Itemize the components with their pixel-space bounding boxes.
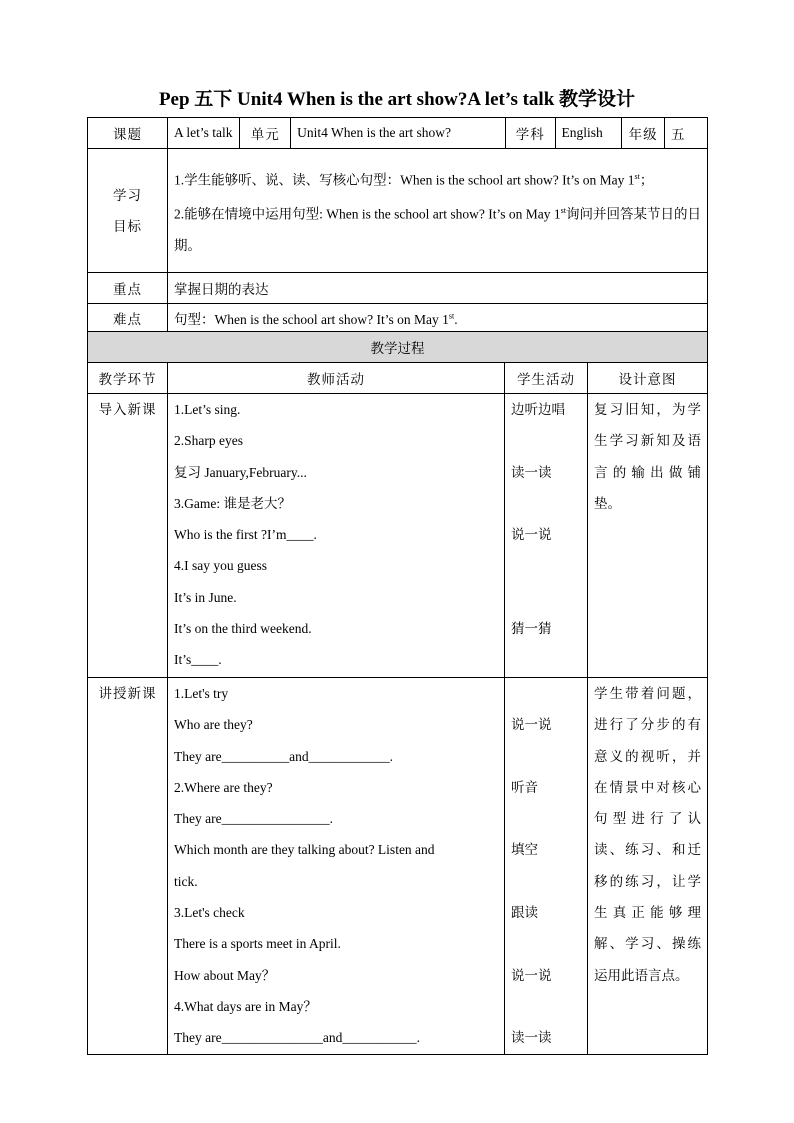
difficulty-end: . [454,311,458,327]
student-activity-line [511,866,581,897]
teacher-activity-line: Who is the first ?I’m____. [174,527,317,543]
student-activity-line [511,644,581,675]
teacher-activity-line: 2.Sharp eyes [174,433,243,449]
student-activity-line: 填空 [511,842,538,858]
section2-row [88,678,708,1055]
student-activity-line [511,550,581,581]
col-intent: 设计意图 [588,363,708,394]
student-activity-line [511,803,581,834]
goal-2-sup: st [560,206,566,215]
goals-row [88,149,708,273]
teacher-activity-line: 2.Where are they? [174,779,273,795]
teacher-activity-line: tick. [174,873,198,889]
student-activity-line [511,741,581,772]
student-activity-line [511,928,581,959]
key-point-label: 重点 [88,273,168,304]
grade-label: 年级 [622,118,665,148]
info-row [88,118,708,149]
unit-label: 单元 [240,118,291,148]
col-stage: 教学环节 [88,363,168,394]
process-heading: 教学过程 [88,332,708,363]
goals-label-1: 学习 [113,187,142,203]
student-activity-line: 猜一猜 [511,621,552,637]
goals-text [168,149,708,273]
section1-stage: 导入新课 [88,394,168,678]
teacher-activity-line: It’s____. [174,652,222,668]
goal-2: 2.能够在情境中运用句型: When is the school art show? It’s on May 1 [174,206,561,222]
student-activity-line: 说一说 [511,527,552,543]
topic-label: 课题 [88,118,168,149]
section2-student [505,678,588,1055]
key-point-row [88,273,708,304]
student-activity-line: 读一读 [511,1030,552,1046]
goal-1-sup: st [634,171,640,181]
teacher-activity-line: 复习 January,February... [174,464,307,480]
teacher-activity-line: They are_______________and___________. [174,1030,420,1046]
teacher-activity-line: 3.Game: 谁是老大？ [174,495,291,511]
teacher-activity-line: They are__________and____________. [174,748,393,764]
subject-label: 学科 [505,118,555,148]
teacher-activity-line: 1.Let’s sing. [174,402,241,417]
teacher-activity-line: 3.Let's check [174,905,245,921]
lesson-table [87,117,708,1055]
teacher-activity-line: It’s on the third weekend. [174,621,312,637]
process-heading-row [88,332,708,363]
grade-value: 五 [664,118,707,148]
goal-1: 1.学生能够听、说、读、写核心句型：When is the school art show? It’s on May 1 [174,172,635,187]
subject-value: English [555,118,622,148]
student-activity-line [511,991,581,1022]
teacher-activity-line: 1.Let's try [174,686,229,701]
document-title: Pep 五下 Unit4 When is the art show?A let’s talk 教学设计 [158,89,636,110]
student-activity-line: 跟读 [511,905,538,921]
goal-1-end: ； [639,172,654,187]
teacher-activity-line: 4.What days are in May？ [174,998,317,1014]
difficulty-text [168,304,708,332]
difficulty-sup: st [448,311,455,320]
key-point-text: 掌握日期的表达 [168,273,708,304]
student-activity-line: 说一说 [511,717,552,733]
unit-value: Unit4 When is the art show? [291,118,506,148]
difficulty-label: 难点 [88,304,168,332]
teacher-activity-line: There is a sports meet in April. [174,936,341,952]
teacher-activity-line: They are________________. [174,811,333,827]
section2-intent: 学生带着问题，进行了分步的有意义的视听，并在情景中对核心句型进行了认读、练习、和迁移的练习，让学生真正能够理解、学习、操练运用此语言点。 [588,678,708,1055]
section1-intent: 复习旧知，为学生学习新知及语言的输出做铺垫。 [588,394,708,678]
topic-value: A let’s talk [168,118,240,148]
section2-teacher [168,678,505,1055]
student-activity-line: 读一读 [511,464,552,480]
student-activity-line: 说一说 [511,967,552,983]
teacher-activity-line: 4.I say you guess [174,558,267,574]
student-activity-line [511,582,581,613]
student-activity-line: 边听边唱 [511,402,565,417]
student-activity-line [511,678,581,709]
col-student: 学生活动 [505,363,588,394]
section1-student [505,394,588,678]
col-teacher: 教师活动 [168,363,505,394]
section1-row [88,394,708,678]
info-inner-table [168,118,707,148]
teacher-activity-line: Which month are they talking about? Listen and [174,842,435,858]
student-activity-line [511,488,581,519]
goals-label [88,149,168,273]
difficulty-main: 句型：When is the school art show? It’s on May 1 [174,311,449,327]
teacher-activity-line: Who are they? [174,717,253,733]
teacher-activity-line: It’s in June. [174,589,237,605]
student-activity-line [511,425,581,456]
section2-stage: 讲授新课 [88,678,168,1055]
goals-label-2: 目标 [113,218,142,234]
difficulty-row [88,304,708,332]
section1-teacher [168,394,505,678]
goal-2-end: 询问并回答某节日的日期。 [174,206,702,253]
process-columns-row [88,363,708,394]
teacher-activity-line: How about May？ [174,967,276,983]
student-activity-line: 听音 [511,779,538,795]
